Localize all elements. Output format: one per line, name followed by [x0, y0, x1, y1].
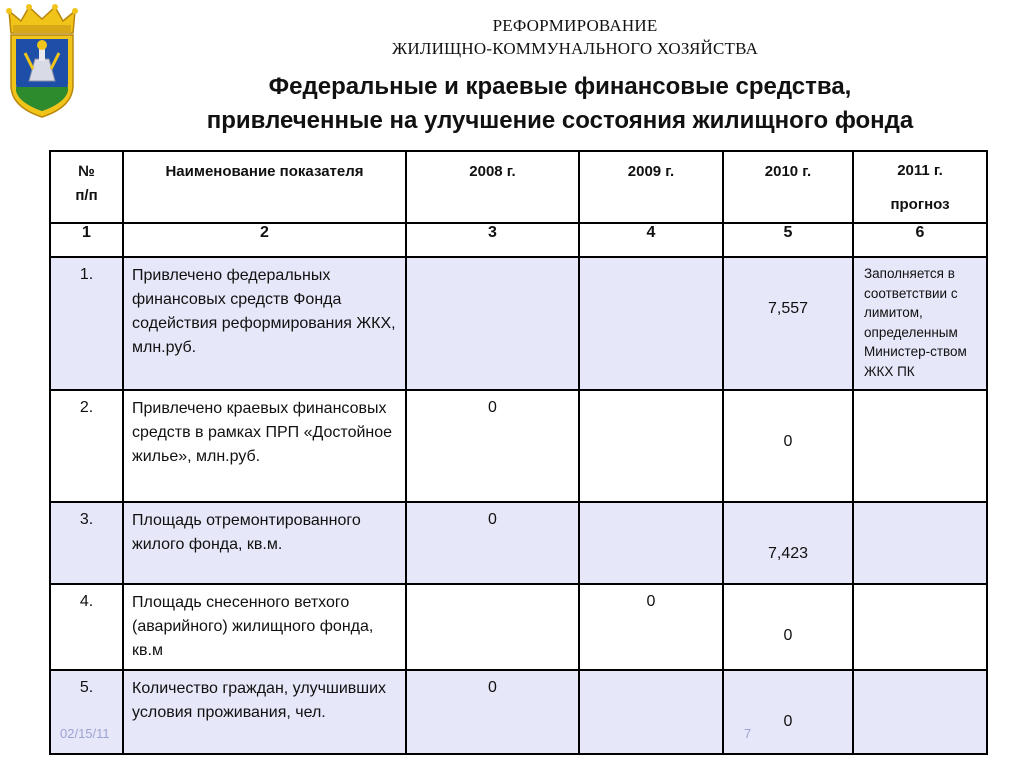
table-row: [50, 257, 987, 390]
col-header-2008: 2008 г.: [406, 151, 579, 223]
row-number: 2.: [50, 390, 123, 502]
row-number: 3.: [50, 502, 123, 584]
table-row: [50, 670, 987, 754]
value-2011: [853, 502, 987, 584]
value-2010: 0: [723, 670, 853, 754]
value-2008: [406, 257, 579, 390]
col-header-no-line1: №: [78, 163, 95, 180]
col-header-name: Наименование показателя: [123, 151, 406, 223]
column-number: 1: [50, 223, 123, 257]
table-row: [50, 584, 987, 670]
value-2009: [579, 390, 723, 502]
value-2011: [853, 670, 987, 754]
col-header-2010: 2010 г.: [723, 151, 853, 223]
value-2009: [579, 670, 723, 754]
indicator-name: Привлечено краевых финансовых средств в рамках ПРП «Достойное жилье», млн.руб.: [123, 390, 406, 502]
table-row: [50, 502, 987, 584]
value-2008: 0: [406, 502, 579, 584]
value-2009: 0: [579, 584, 723, 670]
header-row: [50, 151, 987, 223]
value-2010: 7,423: [723, 502, 853, 584]
value-2010: 0: [723, 390, 853, 502]
col-header-2011: [853, 151, 987, 223]
row-number: 1.: [50, 257, 123, 390]
column-number: 3: [406, 223, 579, 257]
footer-date: 02/15/11: [60, 726, 110, 741]
coat-of-arms-emblem: [5, 3, 79, 119]
col-header-2011-line2: прогноз: [890, 196, 950, 213]
slide-title-line-2: привлеченные на улучшение состояния жилищного фонда: [206, 107, 914, 134]
value-2009: [579, 502, 723, 584]
value-2008: 0: [406, 670, 579, 754]
indicator-name: Площадь снесенного ветхого (аварийного) жилищного фонда, кв.м: [123, 584, 406, 670]
col-header-no: [50, 151, 123, 223]
value-2009: [579, 257, 723, 390]
header-line-2: ЖИЛИЩНО-КОММУНАЛЬНОГО ХОЗЯЙСТВА: [391, 39, 759, 58]
column-number-row: [50, 223, 987, 257]
value-2011: [853, 584, 987, 670]
column-number: 5: [723, 223, 853, 257]
value-2010: 0: [723, 584, 853, 670]
value-2008: [406, 584, 579, 670]
value-2010: 7,557: [723, 257, 853, 390]
slide-title-line-1: Федеральные и краевые финансовые средства,: [268, 73, 852, 100]
table-row: [50, 390, 987, 502]
data-table: [49, 150, 988, 755]
value-2011-note: Заполняется в соответствии с лимитом, определенным Министер-ством ЖКХ ПК: [853, 257, 987, 390]
row-number: 4.: [50, 584, 123, 670]
footer-page-number: 7: [744, 726, 752, 741]
col-header-2011-line1: 2011 г.: [897, 162, 943, 179]
indicator-name: Площадь отремонтированного жилого фонда, кв.м.: [123, 502, 406, 584]
col-header-2009: 2009 г.: [579, 151, 723, 223]
row-number: 5.: [50, 670, 123, 754]
indicator-name: Количество граждан, улучшивших условия проживания, чел.: [123, 670, 406, 754]
col-header-no-line2: п/п: [75, 187, 98, 204]
column-number: 6: [853, 223, 987, 257]
column-number: 2: [123, 223, 406, 257]
header-line-1: РЕФОРМИРОВАНИЕ: [492, 16, 658, 35]
value-2011: [853, 390, 987, 502]
column-number: 4: [579, 223, 723, 257]
value-2008: 0: [406, 390, 579, 502]
indicator-name: Привлечено федеральных финансовых средств Фонда содействия реформирования ЖКХ, млн.руб.: [123, 257, 406, 390]
